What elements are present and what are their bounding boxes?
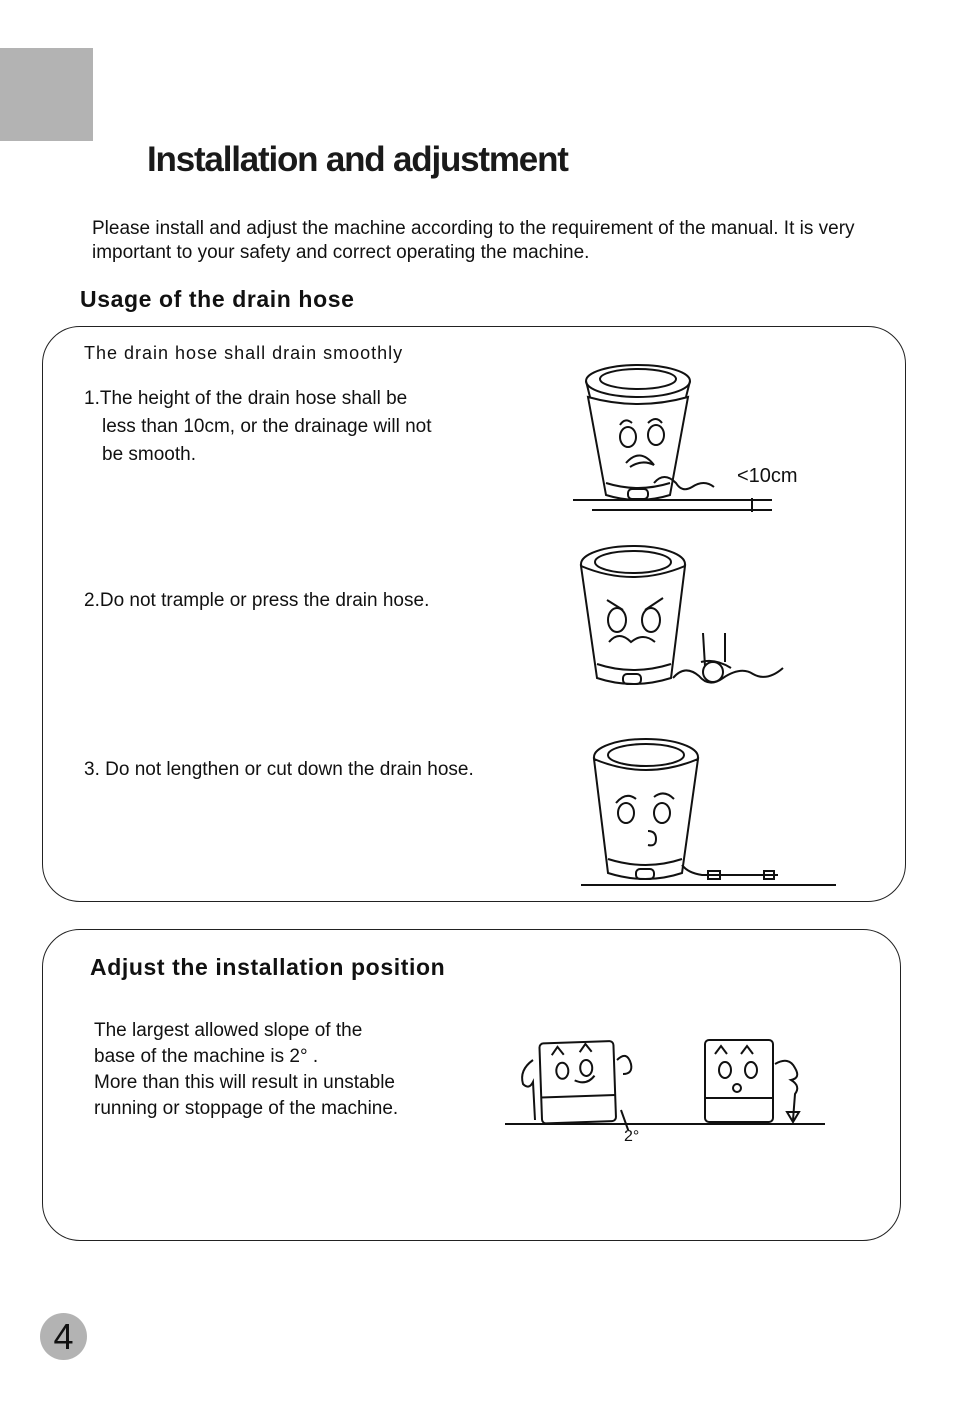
installation-heading: Adjust the installation position [90, 954, 446, 980]
drain-rule-2: 2.Do not trample or press the drain hose. [84, 590, 430, 611]
page-number: 4 [40, 1313, 87, 1360]
intro-text: Please install and adjust the machine according to the requirement of the manual. It is very important to your safety and correct operating the machine. [92, 218, 855, 263]
drain-rule-1-line: be smooth. [102, 444, 196, 465]
slope-description [94, 1018, 474, 1122]
page-title: Installation and adjustment [147, 140, 568, 179]
slope-line: base of the machine is 2° . [94, 1046, 319, 1067]
slope-line: running or stoppage of the machine. [94, 1098, 399, 1119]
hose-height-label: <10cm [737, 465, 798, 487]
drain-rule-1-line: less than 10cm, or the drainage will not [102, 416, 432, 437]
washer-lengthened-hose-illustration [578, 733, 838, 893]
machine-slope-illustration [505, 1030, 835, 1130]
drain-rule-1-line: 1.The height of the drain hose shall be [84, 388, 408, 409]
corner-tab [0, 48, 93, 141]
slope-angle-label: 2° [624, 1128, 640, 1145]
drain-hose-subheading: The drain hose shall drain smoothly [84, 343, 404, 363]
drain-rule-3: 3. Do not lengthen or cut down the drain hose. [84, 759, 474, 780]
washer-hose-height-illustration [570, 355, 810, 520]
drain-hose-heading: Usage of the drain hose [80, 286, 355, 312]
slope-line: More than this will result in unstable [94, 1072, 395, 1093]
slope-line: The largest allowed slope of the [94, 1020, 363, 1041]
washer-trampled-hose-illustration [575, 538, 795, 708]
drain-rule-1 [84, 385, 484, 469]
